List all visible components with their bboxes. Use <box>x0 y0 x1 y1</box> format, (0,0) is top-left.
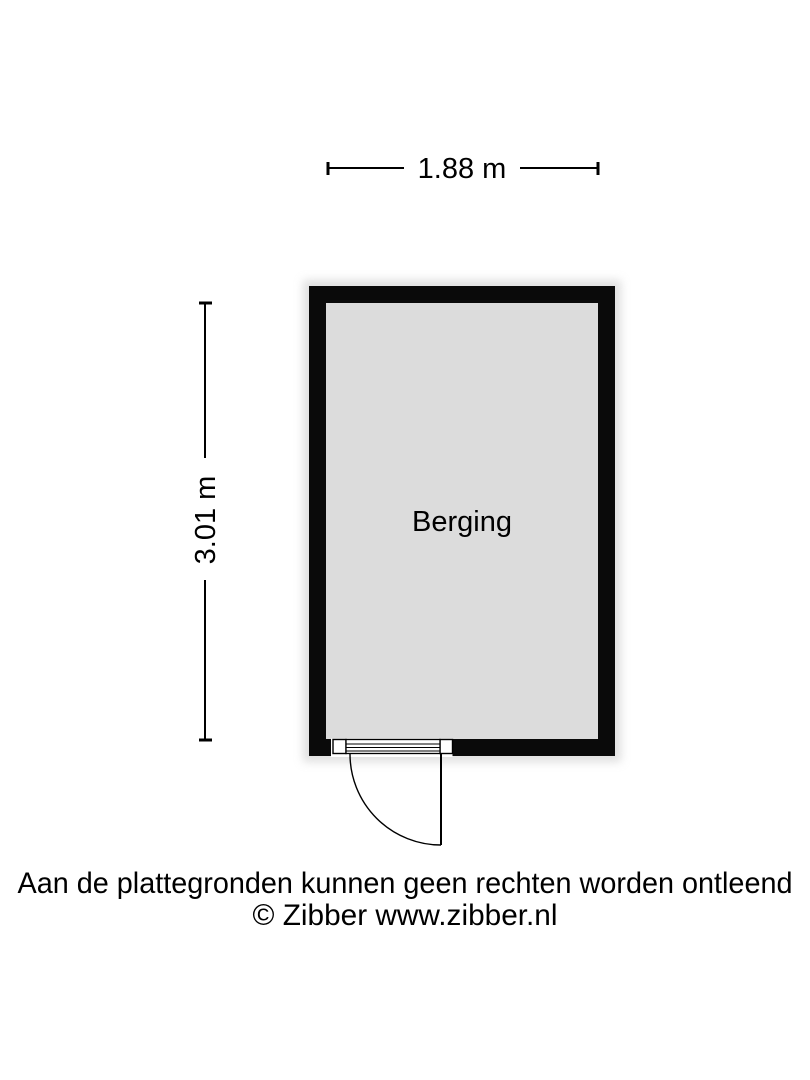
door <box>331 739 453 846</box>
dimension-width-label: 1.88 m <box>417 153 507 185</box>
dimension-height-label: 3.01 m <box>190 475 222 565</box>
room-label: Berging <box>412 506 512 538</box>
disclaimer-line-1: Aan de plattegronden kunnen geen rechten worden ontleend <box>17 867 793 900</box>
room-berging <box>303 280 621 762</box>
disclaimer <box>18 867 793 932</box>
disclaimer-line-2: © Zibber www.zibber.nl <box>252 899 558 932</box>
dimension-width <box>328 153 598 185</box>
dimension-height <box>190 303 222 740</box>
door-swing-arc <box>350 754 441 845</box>
